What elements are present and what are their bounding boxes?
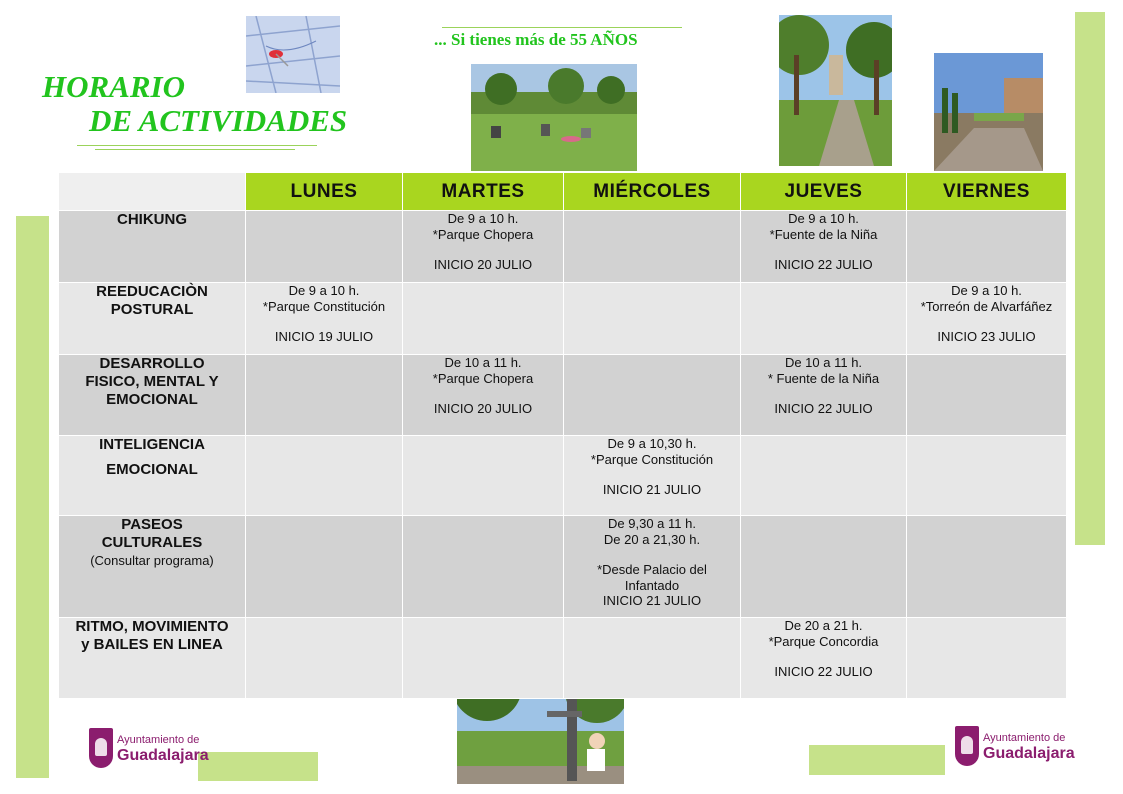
day-header-jueves: JUEVES: [741, 173, 907, 211]
activity-name-line: RITMO, MOVIMIENTO: [75, 618, 229, 635]
schedule-cell-line: INICIO 19 JULIO: [274, 329, 374, 344]
activity-name: [59, 618, 246, 699]
schedule-cell-line: [564, 467, 740, 482]
activity-name-line: CULTURALES: [101, 534, 203, 551]
table-row: [59, 516, 1067, 618]
table-row: [59, 283, 1067, 355]
table-row: [59, 618, 1067, 699]
schedule-cell-lunes: [246, 516, 403, 618]
logo-line-1: Ayuntamiento de: [983, 732, 1066, 744]
ayuntamiento-logo-right: [955, 726, 1075, 766]
schedule-cell-viernes: [907, 283, 1067, 355]
table-row: [59, 211, 1067, 283]
activity-name-line: DESARROLLO: [99, 355, 205, 372]
schedule-cell-line: *Parque Chopera: [432, 370, 534, 386]
schedule-cell-lunes: [246, 436, 403, 516]
schedule-cell-lunes: [246, 211, 403, 283]
schedule-cell-lunes: [246, 618, 403, 699]
schedule-cell-line: INICIO 20 JULIO: [433, 401, 533, 416]
schedule-cell-line: De 20 a 21 h.: [784, 618, 863, 633]
schedule-cell-line: INICIO 21 JULIO: [602, 482, 702, 497]
schedule-cell-viernes: [907, 211, 1067, 283]
schedule-cell-line: *Desde Palacio del: [597, 562, 707, 577]
day-header-miercoles: MIÉRCOLES: [564, 173, 741, 211]
schedule-cell-line: [741, 242, 906, 257]
bottom-decor-bar-left: [198, 752, 318, 781]
title-underline-2: [95, 149, 295, 150]
schedule-cell-line: [403, 386, 563, 401]
activity-name: [59, 516, 246, 618]
logo-line-2: Guadalajara: [117, 747, 209, 764]
subtitle: ... Si tienes más de 55 AÑOS: [434, 30, 638, 49]
tower-garden-photo: [934, 53, 1043, 171]
schedule-cell-line: INICIO 22 JULIO: [774, 664, 873, 679]
table-row: [59, 436, 1067, 516]
logo-line-2: Guadalajara: [983, 745, 1075, 762]
schedule-cell-line: INICIO 21 JULIO: [602, 593, 702, 608]
activity-name: [59, 211, 246, 283]
bottom-decor-bar-right: [809, 745, 945, 775]
schedule-table: [58, 172, 1067, 699]
coat-of-arms-icon: [955, 726, 979, 766]
schedule-cell-line: Infantado: [624, 577, 680, 593]
activity-name-line: POSTURAL: [110, 301, 194, 318]
schedule-cell-line: INICIO 20 JULIO: [433, 257, 533, 272]
ayuntamiento-logo-left: [89, 728, 209, 768]
schedule-cell-miercoles: [564, 355, 741, 436]
schedule-cell-jueves: [741, 355, 907, 436]
coat-of-arms-icon: [89, 728, 113, 768]
schedule-cell-line: *Parque Constitución: [262, 298, 386, 314]
schedule-cell-line: [246, 314, 402, 329]
schedule-cell-line: De 10 a 11 h.: [444, 355, 522, 370]
left-decor-bar: [16, 216, 49, 778]
schedule-cell-martes: [403, 355, 564, 436]
schedule-cell-line: [741, 386, 906, 401]
schedule-cell-line: *Parque Constitución: [590, 451, 714, 467]
schedule-cell-jueves: [741, 618, 907, 699]
park-path-photo: [779, 15, 892, 166]
table-row: [59, 355, 1067, 436]
schedule-cell-lunes: [246, 283, 403, 355]
schedule-cell-line: *Fuente de la Niña: [769, 226, 878, 242]
activity-name-line: FISICO, MENTAL Y: [85, 373, 219, 390]
schedule-cell-line: De 9 a 10 h.: [288, 283, 360, 298]
schedule-cell-martes: [403, 516, 564, 618]
right-decor-bar: [1075, 12, 1105, 545]
title-underline: [77, 145, 317, 146]
schedule-cell-viernes: [907, 355, 1067, 436]
schedule-cell-line: *Parque Concordia: [768, 633, 879, 649]
activity-name: [59, 355, 246, 436]
map-pin-image: [246, 16, 340, 93]
schedule-cell-miercoles: [564, 618, 741, 699]
activity-name-line: CHIKUNG: [117, 211, 187, 228]
schedule-cell-line: De 20 a 21,30 h.: [603, 531, 701, 547]
table-header-row: [59, 173, 1067, 211]
logo-line-1: Ayuntamiento de: [117, 734, 200, 746]
title-line-1: HORARIO: [42, 69, 185, 104]
schedule-cell-martes: [403, 618, 564, 699]
schedule-cell-martes: [403, 436, 564, 516]
schedule-cell-viernes: [907, 516, 1067, 618]
activity-name-line: EMOCIONAL: [106, 461, 198, 478]
schedule-cell-jueves: [741, 516, 907, 618]
activity-name-line: INTELIGENCIA: [99, 436, 205, 453]
subtitle-overline: [442, 27, 682, 28]
schedule-cell-line: De 9 a 10,30 h.: [607, 436, 697, 451]
schedule-cell-line: De 9 a 10 h.: [788, 211, 859, 226]
activity-note: (Consultar programa): [90, 553, 214, 568]
schedule-cell-line: * Fuente de la Niña: [767, 370, 880, 386]
activity-name-line: PASEOS: [121, 516, 183, 533]
schedule-cell-line: De 10 a 11 h.: [784, 355, 863, 370]
schedule-cell-line: *Torreón de Alvarfáñez: [920, 298, 1053, 314]
schedule-cell-viernes: [907, 436, 1067, 516]
schedule-cell-martes: [403, 211, 564, 283]
schedule-cell-jueves: [741, 436, 907, 516]
header-corner: [59, 173, 246, 211]
schedule-cell-line: De 9 a 10 h.: [951, 283, 1022, 298]
activity-name-line: REEDUCACIÒN: [96, 283, 208, 300]
schedule-cell-line: De 9,30 a 11 h.: [608, 516, 696, 531]
schedule-cell-miercoles: [564, 211, 741, 283]
schedule-cell-line: [907, 314, 1066, 329]
schedule-cell-line: De 9 a 10 h.: [447, 211, 519, 226]
schedule-cell-martes: [403, 283, 564, 355]
day-header-martes: MARTES: [403, 173, 564, 211]
schedule-cell-line: *Parque Chopera: [432, 226, 534, 242]
activity-name: [59, 283, 246, 355]
activity-name: [59, 436, 246, 516]
schedule-cell-line: [741, 649, 906, 664]
schedule-cell-jueves: [741, 211, 907, 283]
schedule-cell-line: [564, 547, 740, 562]
schedule-cell-miercoles: [564, 283, 741, 355]
schedule-cell-lunes: [246, 355, 403, 436]
activity-name-line: y BAILES EN LINEA: [81, 636, 223, 653]
park-yoga-photo: [471, 64, 637, 171]
schedule-cell-miercoles: [564, 436, 741, 516]
schedule-cell-miercoles: [564, 516, 741, 618]
schedule-cell-jueves: [741, 283, 907, 355]
schedule-cell-line: INICIO 22 JULIO: [774, 257, 873, 272]
day-header-viernes: VIERNES: [907, 173, 1067, 211]
schedule-cell-viernes: [907, 618, 1067, 699]
schedule-cell-line: [403, 242, 563, 257]
day-header-lunes: LUNES: [246, 173, 403, 211]
schedule-cell-line: INICIO 22 JULIO: [774, 401, 873, 416]
activity-name-line: EMOCIONAL: [106, 391, 198, 408]
title-line-2: DE ACTIVIDADES: [89, 103, 348, 138]
schedule-cell-line: INICIO 23 JULIO: [937, 329, 1036, 344]
